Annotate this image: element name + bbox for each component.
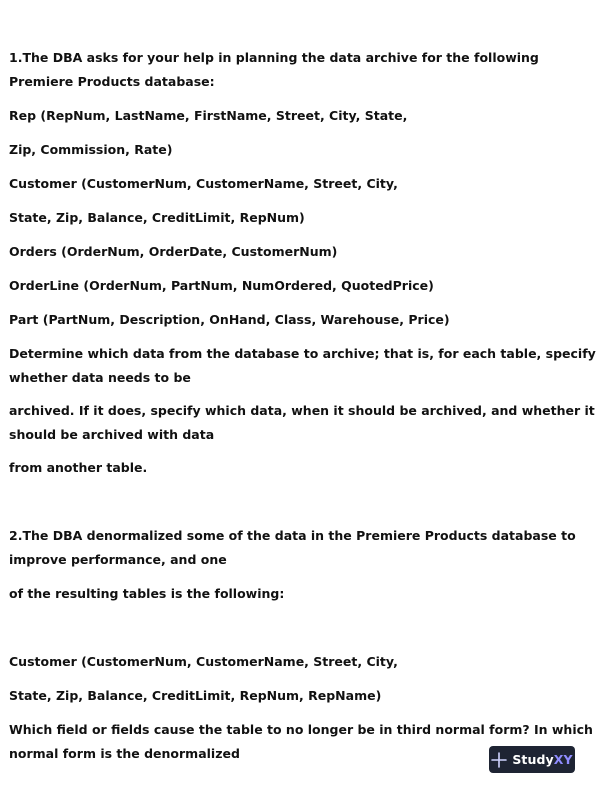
orderline-table-line: OrderLine (OrderNum, PartNum, NumOrdered, QuotedPrice) — [9, 278, 434, 293]
rep-table-line-2: Zip, Commission, Rate) — [9, 142, 173, 157]
customer-table-line-2: State, Zip, Balance, CreditLimit, RepNum) — [9, 210, 305, 225]
question-2-intro-cont: of the resulting tables is the following: — [9, 586, 285, 601]
orders-table-line: Orders (OrderNum, OrderDate, CustomerNum) — [9, 244, 338, 259]
customer-table-line-1: Customer (CustomerNum, CustomerName, Street, City, — [9, 176, 398, 191]
rep-table-line-1: Rep (RepNum, LastName, FirstName, Street, City, State, — [9, 108, 408, 123]
plus-sparkle-icon — [491, 752, 507, 768]
part-table-line: Part (PartNum, Description, OnHand, Class, Warehouse, Price) — [9, 312, 450, 327]
studyxy-logo-text: StudyXY — [512, 752, 573, 767]
denorm-customer-line-2: State, Zip, Balance, CreditLimit, RepNum, RepName) — [9, 688, 382, 703]
question-2-intro: 2.The DBA denormalized some of the data in the Premiere Products database to improve performance, and one — [9, 528, 576, 567]
archive-instruction-1: Determine which data from the database to archive; that is, for each table, specify whether data needs to be — [9, 346, 596, 385]
studyxy-badge[interactable] — [489, 746, 575, 773]
archive-instruction-3: from another table. — [9, 460, 148, 475]
question-1-intro: 1.The DBA asks for your help in planning the data archive for the following Premiere Products database: — [9, 50, 539, 89]
archive-instruction-2: archived. If it does, specify which data, when it should be archived, and whether it should be archived with data — [9, 403, 595, 442]
question-2-ask: Which field or fields cause the table to no longer be in third normal form? In which normal form is the denormalized — [9, 722, 593, 761]
denorm-customer-line-1: Customer (CustomerNum, CustomerName, Street, City, — [9, 654, 398, 669]
